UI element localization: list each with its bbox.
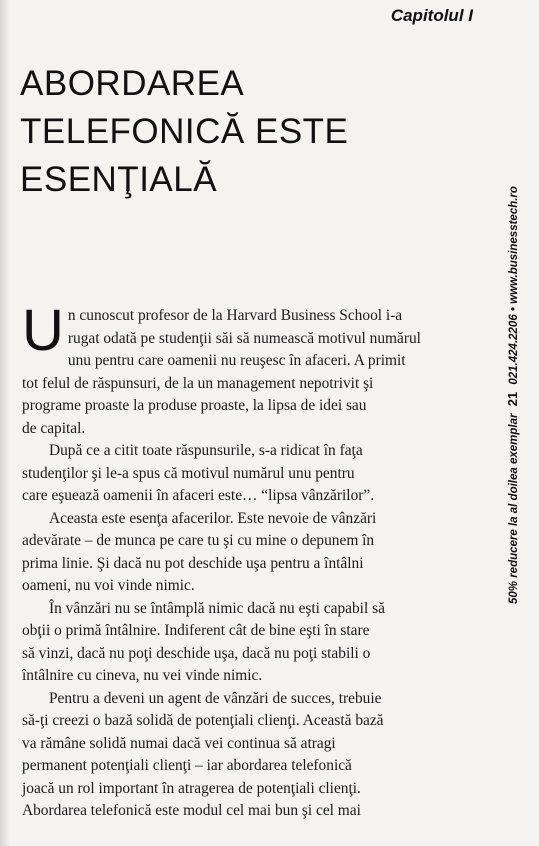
chapter-title-line: ESENŢIALĂ	[20, 160, 218, 199]
text-line: să vinzi, dacă nu poţi deschide uşa, dacă nu poţi stabili o	[22, 644, 371, 662]
text-line: Aceasta este esenţa afacerilor. Este nevoie de vânzări	[49, 509, 377, 527]
drop-cap: U	[22, 298, 64, 363]
text-line: obţii o primă întâlnire. Indiferent cât de bine eşti în stare	[22, 622, 370, 639]
paragraph-1	[22, 298, 478, 440]
paragraph-3	[22, 508, 478, 598]
chapter-title	[20, 60, 460, 204]
contact-text: 021.424.2206 • www.businesstech.ro	[508, 186, 520, 385]
page-number: 21	[505, 391, 520, 407]
text-line: unu pentru care oamenii nu reuşesc în afaceri. A primit	[67, 352, 406, 369]
paragraph-2	[22, 440, 478, 508]
body-text	[22, 298, 478, 823]
promo-text: 50% reducere la al doilea exemplar	[508, 413, 520, 604]
text-line: oameni, nu voi vinde nimic.	[22, 577, 195, 594]
text-line: tot felul de răspunsuri, de la un management nepotrivit şi	[22, 374, 374, 392]
chapter-title-line: ABORDAREA	[20, 64, 245, 103]
paragraph-5	[22, 688, 478, 823]
text-line: permanent potenţiali clienţi – iar abordarea telefonică	[22, 757, 352, 774]
text-line: rugat odată pe studenţii săi să numească motivul numărul	[67, 329, 421, 347]
text-line: de capital.	[22, 419, 86, 437]
chapter-label: Capitolul I	[390, 6, 473, 25]
text-line: va rămâne solidă numai dacă vei continua să atragi	[22, 734, 336, 752]
text-line: care eşuează oamenii în afaceri este… “lipsa vânzărilor”.	[22, 487, 375, 504]
chapter-title-line: TELEFONICĂ ESTE	[20, 112, 349, 151]
text-line: programe proaste la produse proaste, la lipsa de idei sau	[22, 397, 367, 414]
margin-note	[505, 186, 520, 604]
text-line: Pentru a deveni un agent de vânzări de succes, trebuie	[49, 689, 382, 707]
text-line: prima linie. Şi dacă nu pot deschide uşa pentru a întâlni	[22, 554, 364, 572]
text-line: În vânzări nu se întâmplă nimic dacă nu eşti capabil să	[49, 599, 385, 617]
text-line: întâlnire cu cineva, nu vei vinde nimic.	[22, 667, 263, 684]
text-line: Abordarea telefonică este modul cel mai bun şi cel mai	[22, 802, 361, 819]
text-line: să-ţi creezi o bază solidă de potenţiali clienţi. Această bază	[22, 712, 384, 729]
page-spine-shadow	[0, 0, 10, 846]
text-line: adevărate – de munca pe care tu şi cu mine o depunem în	[22, 532, 375, 549]
paragraph-4	[22, 598, 478, 688]
text-line: joacă un rol important în atragerea de potenţiali clienţi.	[22, 779, 361, 797]
text-line: După ce a citit toate răspunsurile, s-a ridicat în faţa	[49, 442, 363, 459]
text-line: studenţilor şi le-a spus că motivul numărul unu pentru	[22, 464, 355, 482]
text-line: n cunoscut profesor de la Harvard Business School i-a	[67, 307, 403, 324]
